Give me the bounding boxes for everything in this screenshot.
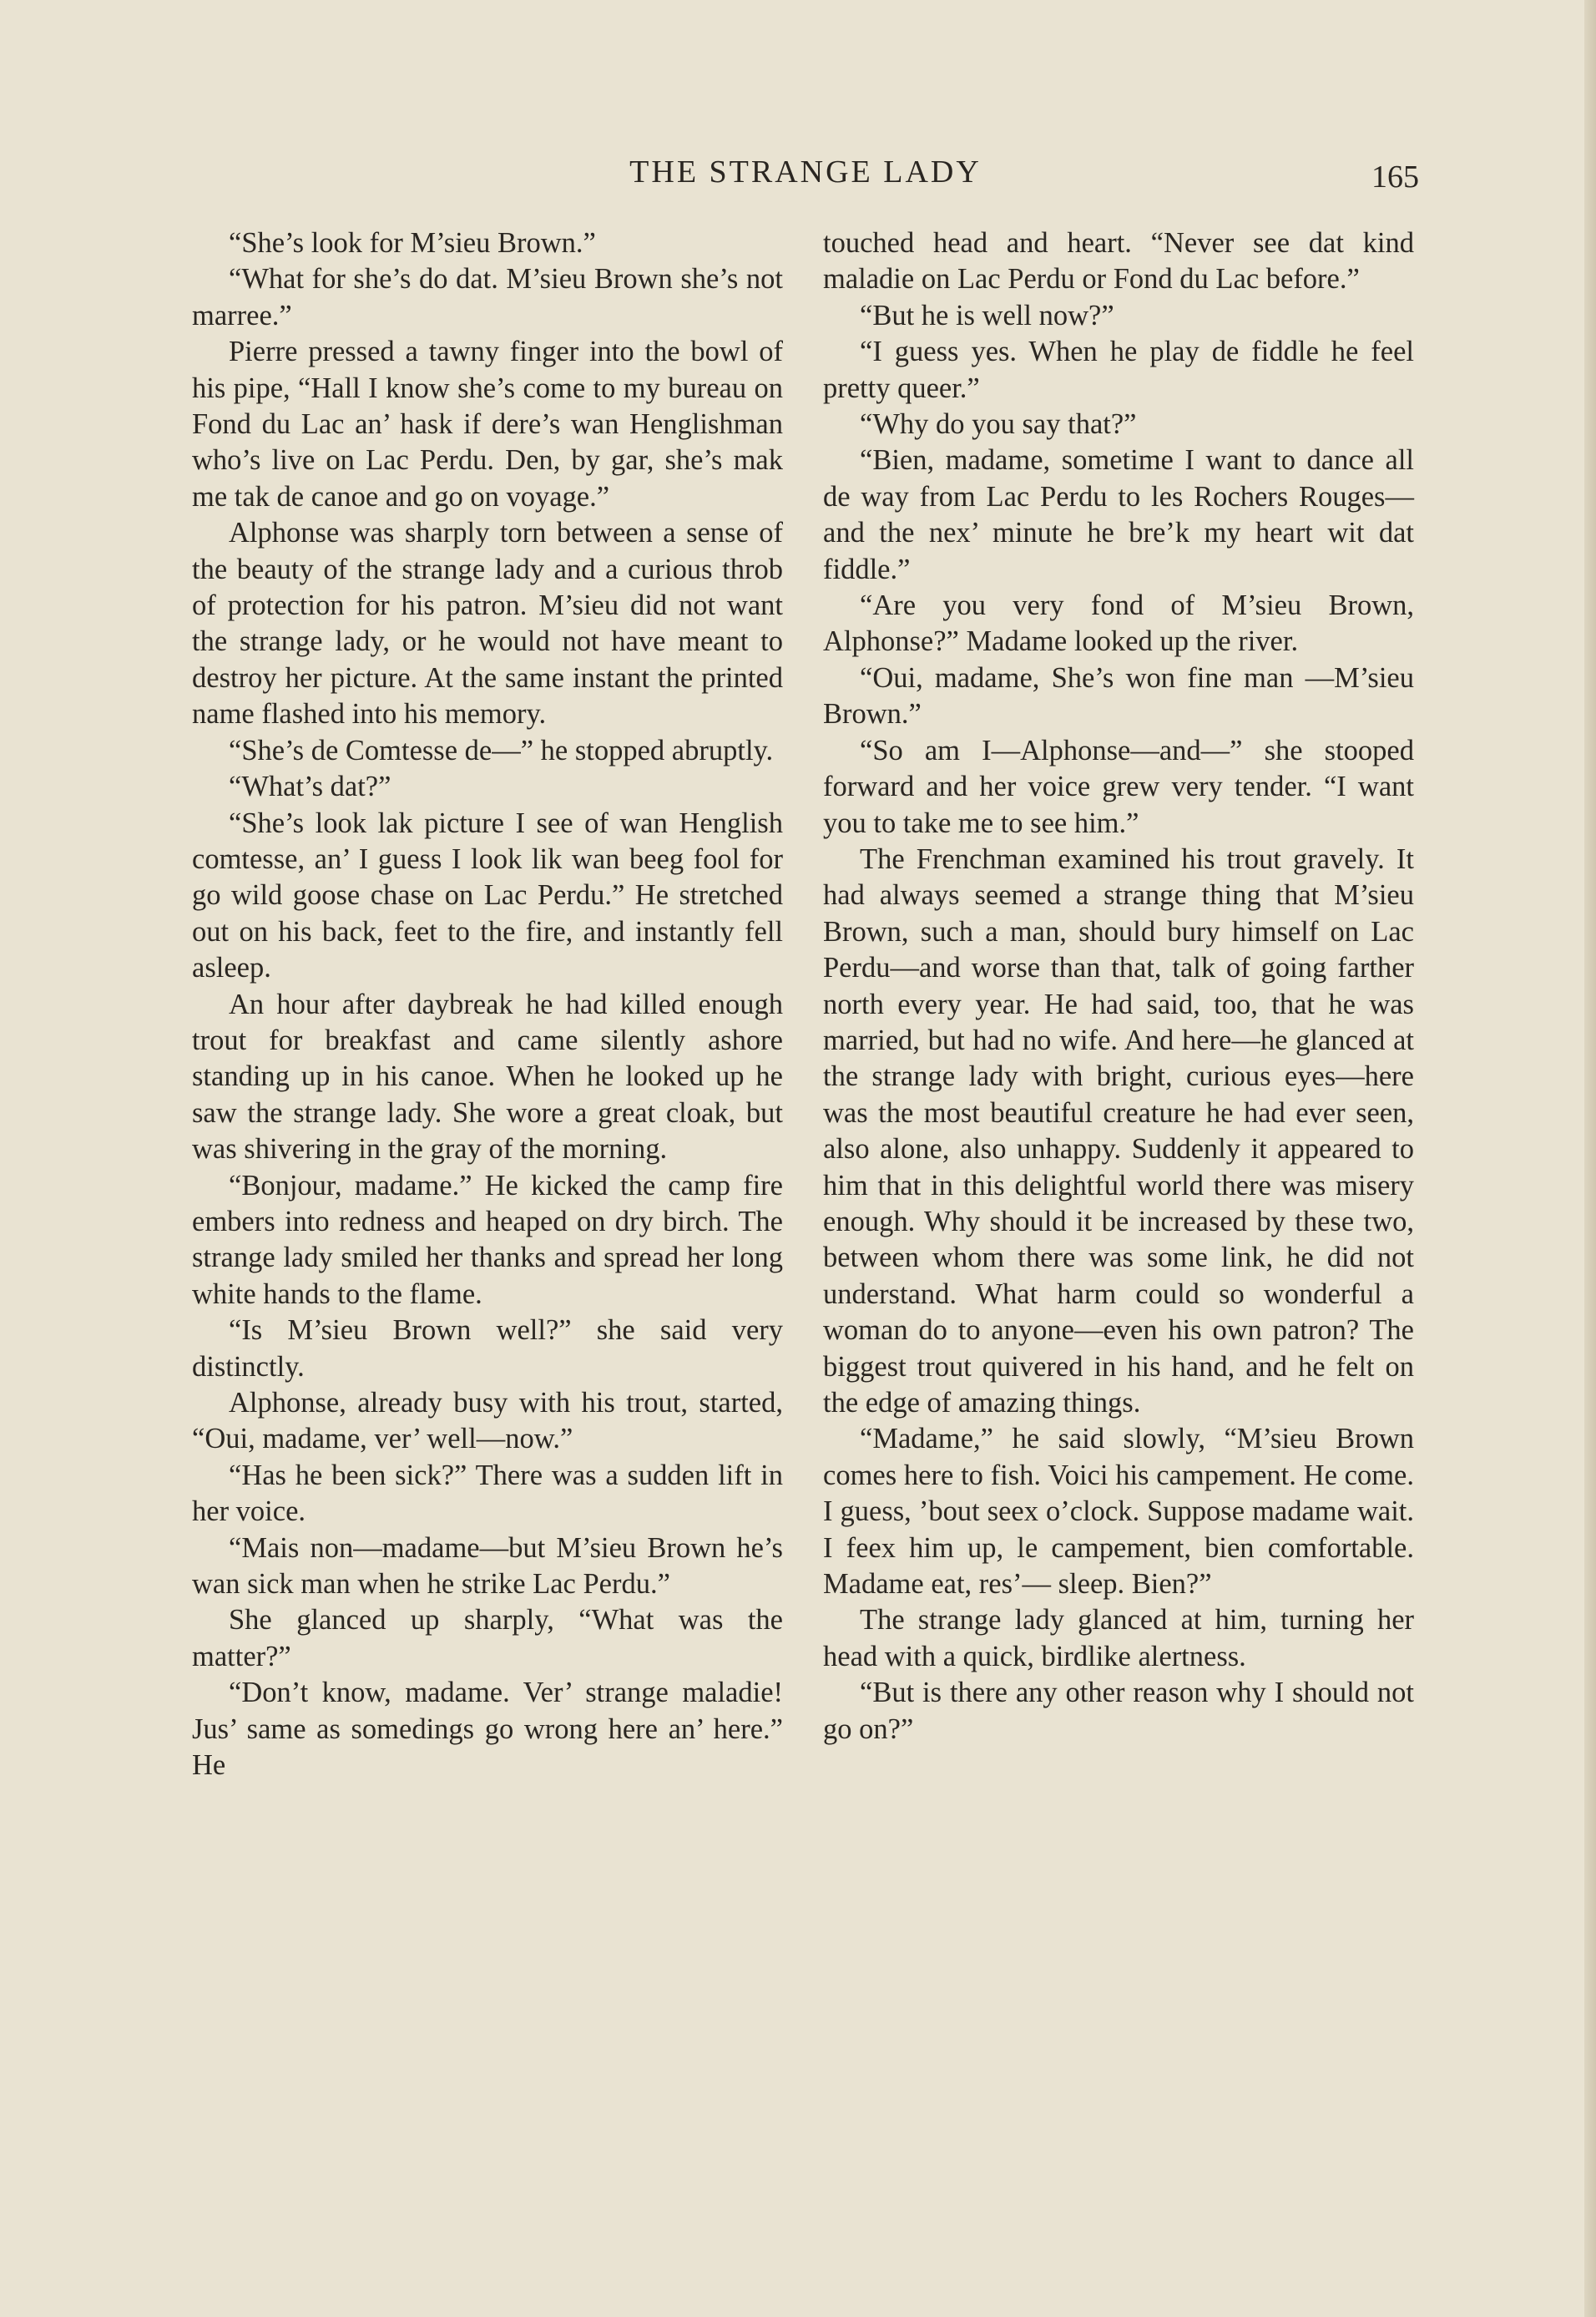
paragraph: Pierre pressed a tawny finger into the bowl of his pipe, “Hall I know she’s come to my bureau on Fond du Lac an’ hask if dere’s wan Henglishman who’s live on Lac Perdu. Den, by gar, she’s mak me tak de canoe and go on voyage.” [192,336,783,513]
paragraph: “What’s dat?” [229,771,391,803]
paragraph: “What for she’s do dat. M’sieu Brown she’s not marree.” [192,263,783,331]
paragraph-continued: touched head and heart. “Never see dat kind maladie on Lac Perdu or Fond du Lac before.” [823,227,1414,296]
paragraph: “Madame,” he said slowly, “M’sieu Brown comes here to fish. Voici his campement. He come. I guess, ’bout seex o’clock. Suppose madame wait. I feex him up, le campement, bien comfortable. Madame eat, res’— sleep. Bien?” [823,1423,1414,1601]
paragraph: “Has he been sick?” There was a sudden lift in her voice. [192,1459,783,1528]
paragraph: “Oui, madame, She’s won fine man —M’sieu Brown.” [823,661,1414,731]
paragraph: She glanced up sharply, “What was the matter?” [192,1604,783,1672]
paragraph: An hour after daybreak he had killed enough trout for breakfast and came silently ashore standing up in his canoe. When he looked up he saw the strange lady. She wore a great cloak, but was shivering in the gray of the morning. [192,988,783,1166]
paragraph: “I guess yes. When he play de fiddle he feel pretty queer.” [823,336,1414,404]
paragraph: “But is there any other reason why I should not go on?” [823,1677,1414,1745]
paragraph: The Frenchman examined his trout gravely. It had always seemed a strange thing that M’sieu Brown, such a man, should bury himself on Lac Perdu—and worse than that, talk of going farther north every year. He had said, too, that he was married, but had no wife. And here—he glanced at the strange lady with bright, curious eyes—here was the most beautiful creature he had ever seen, also alone, also unhappy. Suddenly it appeared to him that in this delightful world there was misery enough. Why should it be increased by these two, between whom there was some link, he did not understand. What harm could so wonderful a woman do to anyone—even his own patron? The biggest trout quivered in his hand, and he felt on the edge of amazing things. [823,842,1414,1419]
page-edge [1584,0,1596,2317]
paragraph: “Mais non—madame—but M’sieu Brown he’s wan sick man when he strike Lac Perdu.” [192,1531,783,1601]
paragraph: “She’s look lak picture I see of wan Henglish comtesse, an’ I guess I look lik wan beeg fool for go wild goose chase on Lac Perdu.” He stretched out on his back, feet to the fire, and instantly fell asleep. [192,807,783,984]
page-number: 165 [1371,159,1419,195]
paragraph: “Are you very fond of M’sieu Brown, Alphonse?” Madame looked up the river. [823,589,1414,658]
paragraph: “Why do you say that?” [860,408,1137,441]
paragraph: “She’s look for M’sieu Brown.” [229,227,596,259]
paragraph: “Bien, madame, sometime I want to dance all de way from Lac Perdu to les Rochers Rouges—and the nex’ minute he bre’k my heart wit dat fiddle.” [823,444,1414,585]
paragraph: Alphonse was sharply torn between a sense of the beauty of the strange lady and a curious throb of protection for his patron. M’sieu did not want the strange lady, or he would not have meant to destroy her picture. At the same instant the printed name flashed into his memory. [192,517,783,731]
paragraph: “But he is well now?” [860,299,1114,331]
paragraph: “Don’t know, madame. Ver’ strange maladie! Jus’ same as somedings go wrong here an’ here.” He [192,1677,783,1782]
paragraph: “Is M’sieu Brown well?” she said very distinctly. [192,1314,783,1383]
right-column [823,225,1414,1748]
left-column [192,225,783,1783]
paragraph: The strange lady glanced at him, turning her head with a quick, birdlike alertness. [823,1604,1414,1672]
paragraph: “So am I—Alphonse—and—” she stooped forward and her voice grew very tender. “I want you to take me to see him.” [823,734,1414,839]
paragraph: Alphonse, already busy with his trout, started, “Oui, madame, ver’ well—now.” [192,1387,783,1455]
running-title: THE STRANGE LADY [629,154,982,190]
running-header [192,149,1419,195]
paragraph: “Bonjour, madame.” He kicked the camp fire embers into redness and heaped on dry birch. The strange lady smiled her thanks and spread her long white hands to the flame. [192,1169,783,1310]
paragraph: “She’s de Comtesse de—” he stopped abruptly. [229,734,774,766]
